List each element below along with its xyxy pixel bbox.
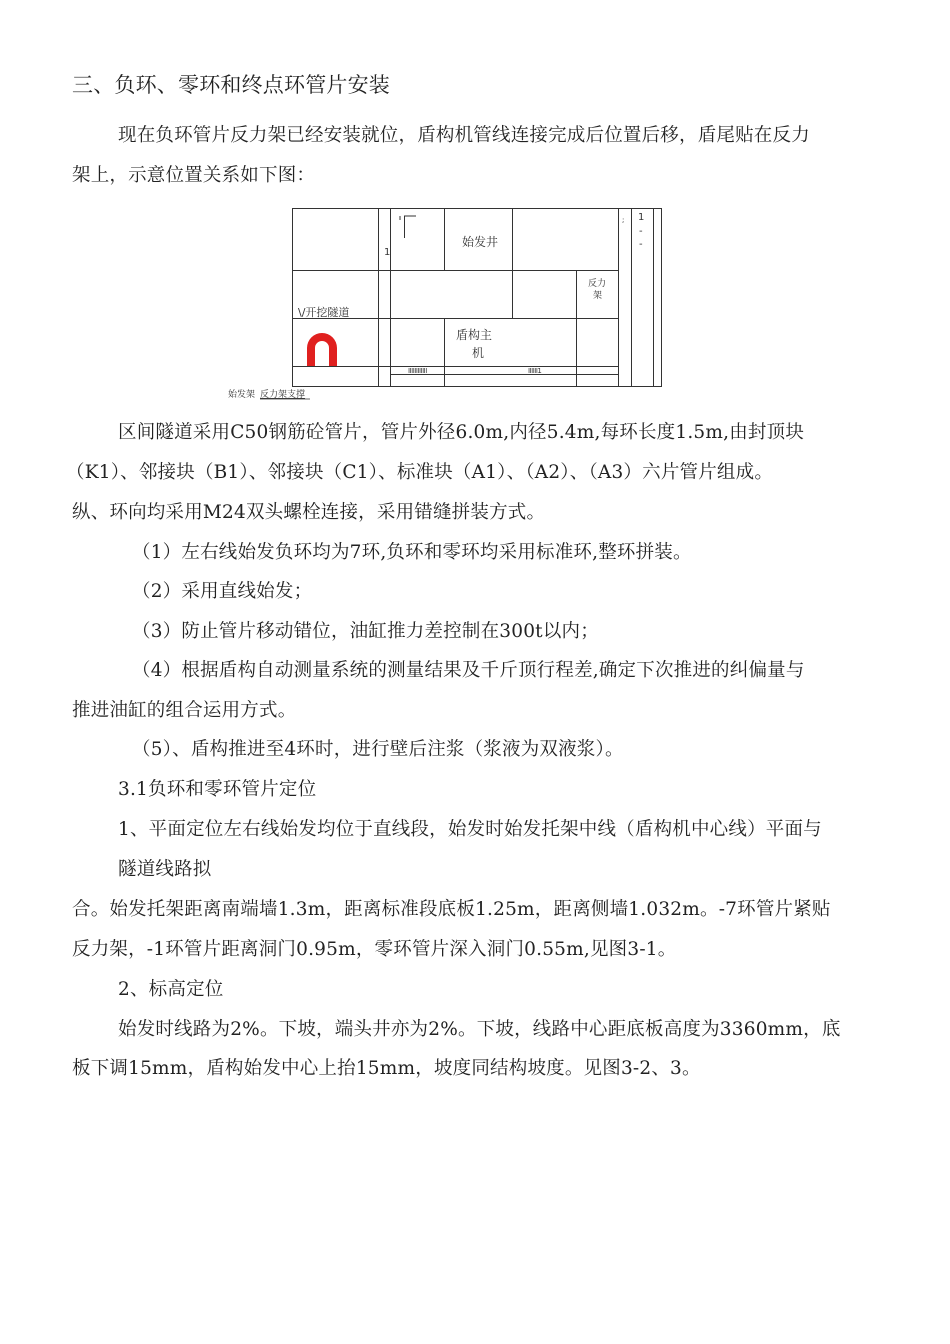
shield-main-label-2: 机 — [472, 346, 485, 360]
list-item: （3）防止管片移动错位，油缸推力差控制在300t以内； — [132, 621, 599, 642]
subsection-heading: 3.1负环和零环管片定位 — [118, 779, 317, 800]
paragraph-line: 合。始发托架距离南端墙1.3m，距离标准段底板1.25m，距离侧墙1.032m。-7环管片紧贴 — [72, 899, 831, 920]
reaction-frame-label-1: 反力 — [588, 279, 607, 289]
list-item: （5）、盾构推进至4环时，进行壁后注浆（浆液为双液浆）。 — [132, 739, 624, 760]
section-heading: 三、负环、零环和终点环管片安装 — [72, 73, 390, 97]
subsection-heading: 2、标高定位 — [118, 979, 224, 1000]
paragraph-line: 板下调15mm，盾构始发中心上抬15mm，坡度同结构坡度。见图3-2、3。 — [72, 1058, 701, 1079]
paragraph-line: 区间隧道采用C50钢筋砼管片，管片外径6.0m,内径5.4m,每环长度1.5m,由封顶块 — [118, 422, 805, 443]
caption-prefix: 始发架 — [228, 390, 256, 400]
paragraph-line: 推进油缸的组合运用方式。 — [72, 700, 297, 721]
corner-mark-3: - — [639, 239, 643, 250]
bar-marks-left: IIIIIIIIIIII — [408, 367, 427, 375]
corner-tick: ; — [622, 216, 625, 224]
open-tunnel-label: \/开挖隧道 — [298, 306, 350, 319]
corner-mark-1: 1 — [638, 212, 645, 223]
paragraph-line: 纵、环向均采用M24双头螺栓连接，采用错缝拼装方式。 — [72, 502, 546, 523]
list-item: （1）左右线始发负环均为7环,负环和零环均采用标准环,整环拼装。 — [132, 542, 692, 563]
marker-one: 1 — [384, 247, 391, 258]
shield-arch-icon — [307, 333, 337, 366]
launch-diagram — [228, 200, 668, 405]
paragraph-line: 1、平面定位左右线始发均位于直线段，始发时始发托架中线（盾构机中心线）平面与 — [118, 819, 822, 840]
paragraph-line: 架上，示意位置关系如下图： — [72, 165, 316, 186]
shaft-label: 始发井 — [462, 235, 499, 249]
caption-underlined: 反力架支撑 — [260, 390, 306, 400]
list-item: （2）采用直线始发； — [132, 581, 313, 602]
paragraph-line: 隧道线路拟 — [118, 859, 212, 880]
bar-marks-right: IIIIII1 — [528, 367, 542, 375]
list-item: （4）根据盾构自动测量系统的测量结果及千斤顶行程差,确定下次推进的纠偏量与 — [132, 660, 805, 681]
paragraph-line: 反力架，-1环管片距离洞门0.95m，零环管片深入洞门0.55m,见图3-1。 — [72, 939, 677, 960]
paragraph-line: （K1）、邻接块（B1）、邻接块（C1）、标准块（A1）、（A2）、（A3）六片管片组成。 — [66, 462, 774, 483]
paragraph-line: 始发时线路为2%。下坡，端头井亦为2%。下坡，线路中心距底板高度为3360mm，底 — [118, 1019, 841, 1040]
paragraph-line: 现在负环管片反力架已经安装就位，盾构机管线连接完成后位置后移，盾尾贴在反力 — [118, 125, 810, 146]
reaction-frame-label-2: 架 — [593, 291, 603, 301]
corner-mark-2: - — [639, 226, 643, 237]
diagram-svg — [228, 200, 668, 405]
shield-main-label-1: 盾构主 — [456, 328, 493, 342]
